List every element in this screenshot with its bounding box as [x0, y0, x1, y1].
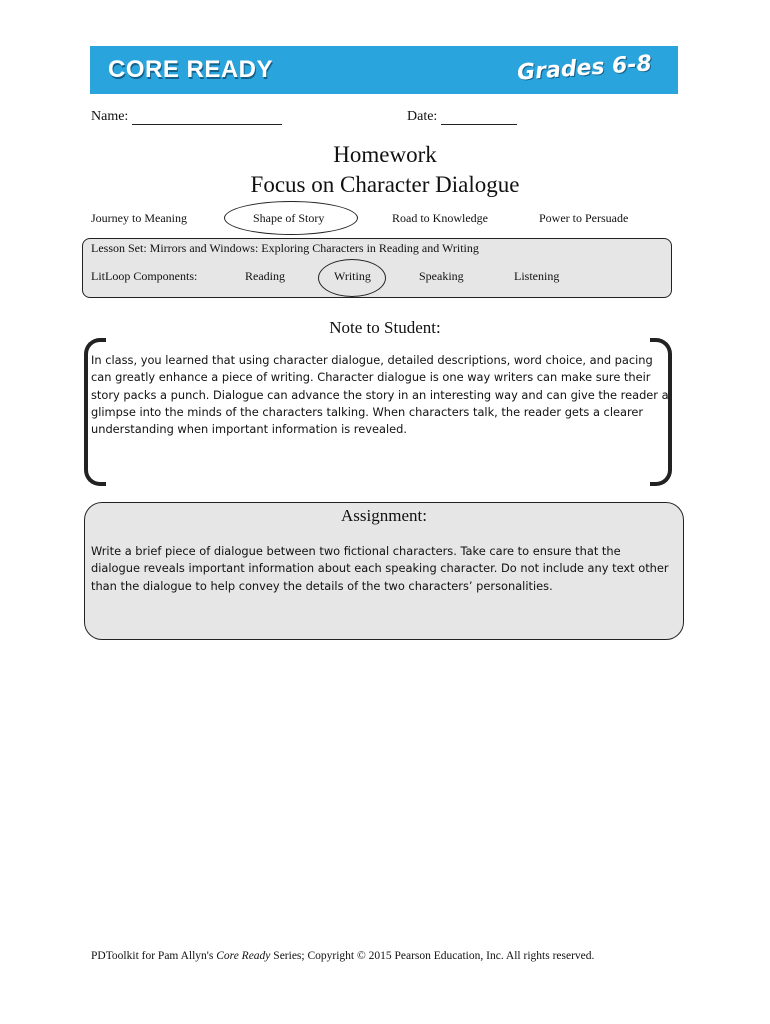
journey-item-selected: Shape of Story: [253, 211, 325, 225]
date-line[interactable]: [441, 110, 517, 125]
assignment-text: Write a brief piece of dialogue between two fictional characters. Take care to ensure that the dialogue reveals important information about each speaking character. Do not include any text other than the dialogue to help convey the details of the two characters’ personalities.: [91, 544, 669, 593]
name-label: Name:: [91, 109, 129, 124]
assignment-heading: Assignment:: [341, 506, 427, 525]
journey-item: Road to Knowledge: [392, 211, 488, 225]
page-title: Homework: [333, 142, 437, 167]
litloop-label: LitLoop Components:: [91, 269, 198, 283]
selection-oval: [318, 259, 386, 297]
journey-item: Power to Persuade: [539, 211, 629, 225]
date-label: Date:: [407, 109, 438, 124]
component-item: Speaking: [419, 269, 464, 283]
component-item-selected: Writing: [334, 269, 371, 283]
grades-label: Grades 6-8: [516, 51, 653, 86]
note-text: In class, you learned that using character dialogue, detailed descriptions, word choice, and pacing can greatly enhance a piece of writing. Character dialogue is one way writers can make sure their story packs a punch. Dialogue can advance the story in an interesting way and can give the reader a glimpse into the minds of the characters talking. When characters talk, the reader gets a clearer understanding when important information is revealed.: [91, 353, 669, 437]
component-item: Reading: [245, 269, 285, 283]
footer-copyright: [91, 950, 594, 962]
footer-suffix: Series; Copyright © 2015 Pearson Education, Inc. All rights reserved.: [270, 950, 595, 962]
footer-series: Core Ready: [216, 950, 271, 962]
lesson-set: Lesson Set: Mirrors and Windows: Exploring Characters in Reading and Writing: [91, 241, 479, 255]
core-ready-banner: [90, 46, 678, 94]
brand-logo: CORE READY: [108, 56, 274, 83]
journey-item: Journey to Meaning: [91, 211, 187, 225]
name-field: [91, 109, 282, 125]
note-heading: Note to Student:: [329, 318, 441, 337]
selection-oval: [224, 201, 358, 235]
date-field: [407, 109, 517, 125]
component-item: Listening: [514, 269, 560, 283]
assignment-box: [84, 502, 684, 640]
footer-prefix: PDToolkit for Pam Allyn's: [91, 950, 217, 962]
name-line[interactable]: [132, 110, 282, 125]
page-subtitle: Focus on Character Dialogue: [250, 172, 520, 197]
